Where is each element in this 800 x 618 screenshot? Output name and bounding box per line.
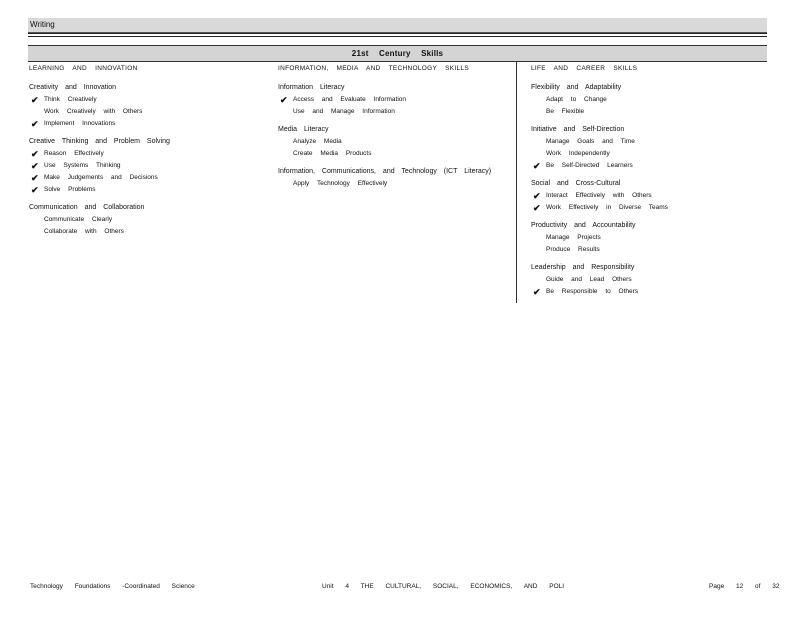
skill-group-media-literacy: [278, 124, 514, 160]
skills-band-title: 21st Century Skills: [28, 45, 767, 62]
skill-item-label: Analyze Media: [293, 138, 342, 145]
skill-group-information-literacy: [278, 82, 514, 118]
skill-group-title: Creativity and Innovation: [29, 84, 117, 91]
skill-item: [29, 226, 269, 238]
column-heading: INFORMATION, MEDIA AND TECHNOLOGY SKILLS: [278, 65, 469, 72]
skill-item: [29, 94, 269, 106]
skill-item-label: Solve Problems: [44, 186, 96, 193]
skill-item-label: Implement Innovations: [44, 120, 116, 127]
skill-item-label: Think Creatively: [44, 96, 97, 103]
skill-item: [531, 190, 767, 202]
skill-item: [29, 214, 269, 226]
check-icon: ✔: [31, 185, 39, 195]
skill-item-label: Use Systems Thinking: [44, 162, 121, 169]
skill-item: [29, 160, 269, 172]
skill-group-title: Communication and Collaboration: [29, 204, 145, 211]
column-divider: [516, 61, 517, 303]
skill-item: [531, 94, 767, 106]
skill-item: [278, 148, 514, 160]
skill-item-label: Use and Manage Information: [293, 108, 395, 115]
skill-item: [531, 286, 767, 298]
skill-item-label: Adapt to Change: [546, 96, 607, 103]
skill-group-flexibility-and-adaptability: [531, 82, 767, 118]
document-header-bar: [28, 18, 767, 33]
skill-item-label: Apply Technology Effectively: [293, 180, 388, 187]
skill-item-label: Manage Goals and Time: [546, 138, 635, 145]
skill-item-label: Communicate Clearly: [44, 216, 113, 223]
skill-item: [531, 274, 767, 286]
column-heading: LIFE AND CAREER SKILLS: [531, 65, 638, 72]
skill-item-label: Access and Evaluate Information: [293, 96, 407, 103]
skill-item: [531, 232, 767, 244]
check-icon: ✔: [533, 161, 541, 171]
skill-item-label: Create Media Products: [293, 150, 372, 157]
skill-item: [531, 244, 767, 256]
skill-item: [531, 160, 767, 172]
skill-group-creative-thinking-and-problem-solving: [29, 136, 269, 196]
skill-group-title: Productivity and Accountability: [531, 222, 636, 229]
header-rule: [28, 33, 767, 34]
header-rule-secondary: [28, 36, 767, 37]
skill-item: [531, 202, 767, 214]
check-icon: ✔: [31, 119, 39, 129]
skill-group-title: Flexibility and Adaptability: [531, 84, 622, 91]
skill-item-label: Guide and Lead Others: [546, 276, 632, 283]
skill-item-label: Reason Effectively: [44, 150, 104, 157]
skill-group-title: Media Literacy: [278, 126, 329, 133]
footer-page-number: Page 12 of 32: [709, 583, 780, 590]
skill-item-label: Be Self-Directed Learners: [546, 162, 633, 169]
check-icon: ✔: [280, 95, 288, 105]
skill-group-communication-and-collaboration: [29, 202, 269, 238]
skill-item: [29, 172, 269, 184]
skill-group-leadership-and-responsibility: [531, 262, 767, 298]
skill-item: [531, 148, 767, 160]
check-icon: ✔: [31, 149, 39, 159]
check-icon: ✔: [31, 95, 39, 105]
skill-group-creativity-and-innovation: [29, 82, 269, 130]
skill-item-label: Work Creatively with Others: [44, 108, 143, 115]
column-information-media-technology: [278, 62, 514, 190]
skill-group-title: Information Literacy: [278, 84, 345, 91]
skill-item: [278, 106, 514, 118]
skill-group-information-communications-and-technology-ict-literacy: [278, 166, 514, 190]
skill-item: [278, 94, 514, 106]
check-icon: ✔: [31, 161, 39, 171]
skill-item-label: Work Effectively in Diverse Teams: [546, 204, 668, 211]
skill-item: [531, 106, 767, 118]
skill-item-label: Be Responsible to Others: [546, 288, 639, 295]
skill-item-label: Manage Projects: [546, 234, 601, 241]
skill-item-label: Work Independently: [546, 150, 610, 157]
column-heading: LEARNING AND INNOVATION: [29, 65, 138, 72]
skill-item: [278, 178, 514, 190]
skill-group-social-and-cross-cultural: [531, 178, 767, 214]
skill-group-title: Creative Thinking and Problem Solving: [29, 138, 170, 145]
skill-group-title: Initiative and Self-Direction: [531, 126, 625, 133]
check-icon: ✔: [31, 173, 39, 183]
skill-item: [29, 106, 269, 118]
skill-item-label: Collaborate with Others: [44, 228, 124, 235]
skill-item: [29, 184, 269, 196]
check-icon: ✔: [533, 287, 541, 297]
skill-group-title: Leadership and Responsibility: [531, 264, 635, 271]
skill-item: [278, 136, 514, 148]
column-life-career: [531, 62, 767, 298]
skill-group-productivity-and-accountability: [531, 220, 767, 256]
skill-item-label: Interact Effectively with Others: [546, 192, 652, 199]
column-learning-innovation: [29, 62, 269, 238]
skill-item-label: Be Flexible: [546, 108, 585, 115]
skill-item: [29, 148, 269, 160]
skill-item-label: Make Judgements and Decisions: [44, 174, 158, 181]
skill-item: [531, 136, 767, 148]
skill-item-label: Produce Results: [546, 246, 600, 253]
skill-group-title: Social and Cross-Cultural: [531, 180, 621, 187]
skill-group-title: Information, Communications, and Technology (ICT Literacy): [278, 168, 492, 175]
skill-group-initiative-and-self-direction: [531, 124, 767, 172]
skill-item: [29, 118, 269, 130]
check-icon: ✔: [533, 203, 541, 213]
document-header-title: Writing: [30, 20, 55, 29]
footer-course: Technology Foundations -Coordinated Science: [30, 583, 195, 590]
footer-unit: Unit 4 THE CULTURAL, SOCIAL, ECONOMICS, AND POLI: [322, 583, 565, 590]
check-icon: ✔: [533, 191, 541, 201]
